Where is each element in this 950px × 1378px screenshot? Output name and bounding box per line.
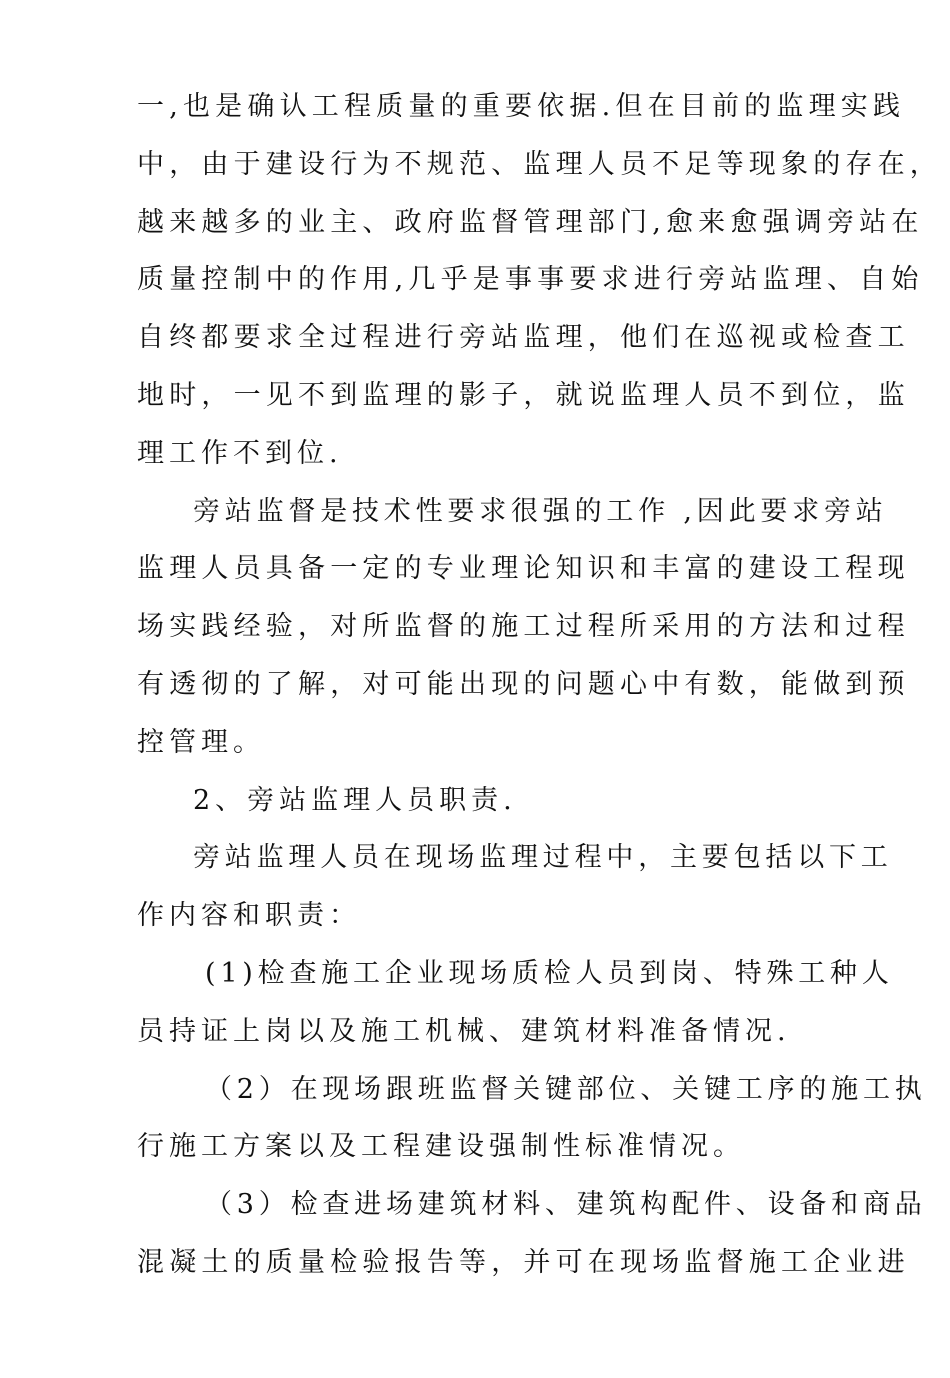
section-heading: 2、旁站监理人员职责. (193, 784, 517, 816)
text-line: 有透彻的了解，对可能出现的问题心中有数，能做到预 (137, 668, 910, 700)
text-line: 控管理。 (137, 726, 265, 758)
text-line: 中，由于建设行为不规范、监理人员不足等现象的存在， (137, 148, 942, 180)
text-line: 理工作不到位. (137, 437, 343, 469)
text-line: 地时，一见不到监理的影子，就说监理人员不到位，监 (137, 379, 910, 411)
list-item-first-line: （2）在现场跟班监督关键部位、关键工序的施工执 (205, 1073, 927, 1105)
text-line: 行施工方案以及工程建设强制性标准情况。 (137, 1131, 745, 1163)
list-item-first-line: （3）检查进场建筑材料、建筑构配件、设备和商品 (205, 1189, 927, 1221)
text-line: 场实践经验，对所监督的施工过程所采用的方法和过程 (137, 611, 910, 643)
paragraph-first-line: 旁站监理人员在现场监理过程中，主要包括以下工 (193, 842, 893, 874)
paragraph-first-line: 旁站监督是技术性要求很强的工作 ,因此要求旁站 (193, 495, 888, 527)
text-line: 作内容和职责： (137, 900, 361, 932)
text-line: 监理人员具备一定的专业理论知识和丰富的建设工程现 (137, 553, 910, 585)
text-line: 质量控制中的作用,几乎是事事要求进行旁站监理、自始 (137, 264, 924, 296)
text-line: 员持证上岗以及施工机械、建筑材料准备情况. (137, 1015, 791, 1047)
text-line: 混凝土的质量检验报告等，并可在现场监督施工企业进 (137, 1246, 910, 1278)
text-line: 越来越多的业主、政府监督管理部门,愈来愈强调旁站在 (137, 206, 924, 238)
list-item-first-line: (1)检查施工企业现场质检人员到岗、特殊工种人 (205, 957, 894, 989)
text-line: 自终都要求全过程进行旁站监理，他们在巡视或检查工 (137, 322, 910, 354)
text-line: 一,也是确认工程质量的重要依据.但在目前的监理实践 (137, 91, 906, 122)
document-body (137, 78, 942, 1292)
